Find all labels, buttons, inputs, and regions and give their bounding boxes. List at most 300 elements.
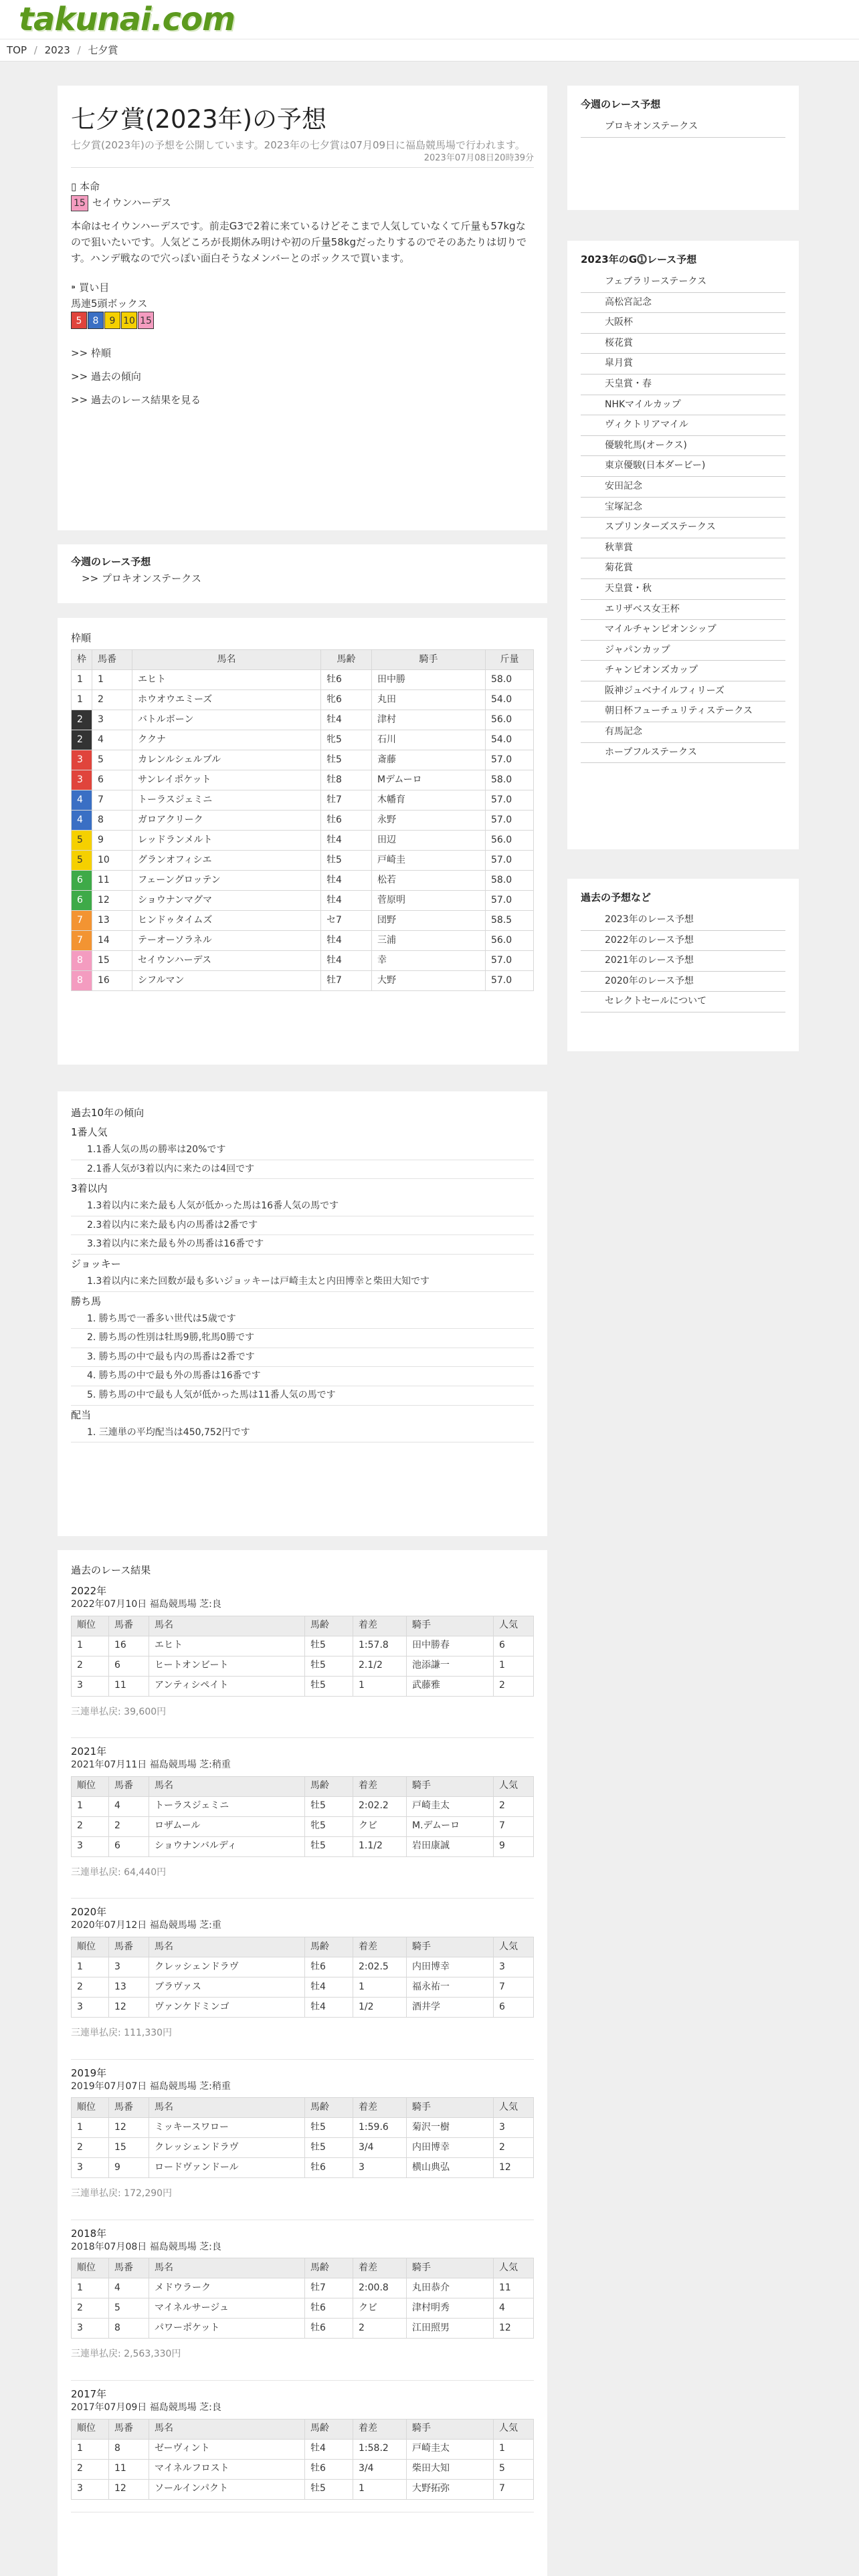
result-meta: 2017年07月09日 福島競馬場 芝:良 [71,2401,221,2413]
entry-cell: 牡8 [321,770,372,790]
sidebar-g1-link[interactable]: 東京優駿(日本ダービー) [581,456,785,477]
trend-item: 1.3着以内に来た回数が最も多いジョッキーは戸崎圭太と内田博幸と柴田大知です [71,1273,534,1292]
entry-cell: 5 [92,750,132,770]
entry-cell: 牡4 [321,891,372,911]
col-header: 馬齢 [321,650,372,670]
buy-number: 5 [71,312,87,329]
result-cell: マイネルフロスト [149,2459,305,2479]
result-cell: 牡5 [305,2138,353,2158]
col-header: 着差 [353,1937,407,1957]
sidebar-g1-link[interactable]: 皐月賞 [581,354,785,374]
sidebar-g1-link[interactable]: 桜花賞 [581,334,785,354]
entries-card [58,618,547,1065]
result-table [71,1937,534,2018]
entry-cell: フェーングロッテン [132,871,321,891]
result-header-row [72,1616,534,1636]
result-cell: 1:57.8 [353,1636,407,1656]
trends-title: 過去10年の傾向 [71,1107,145,1119]
col-header: 馬名 [149,1776,305,1796]
sidebar-g1-link[interactable]: スプリンターズステークス [581,518,785,538]
result-cell: 丸田恭介 [407,2278,494,2298]
sidebar-g1-link[interactable]: ヴィクトリアマイル [581,415,785,436]
entry-cell: 7 [72,931,92,951]
entry-cell: 54.0 [486,690,534,710]
trend-item: 1. 勝ち馬で一番多い世代は5歳です [71,1310,534,1329]
sidebar-g1-link[interactable]: 天皇賞・春 [581,374,785,395]
result-row [72,1836,534,1856]
result-cell: 1 [353,2479,407,2499]
col-header: 人気 [494,2419,534,2439]
result-row [72,1816,534,1836]
result-cell: 3 [494,1957,534,1977]
result-cell: 16 [109,1636,149,1656]
col-header: 人気 [494,1776,534,1796]
col-header: 順位 [72,2098,109,2118]
entry-cell: 9 [92,831,132,851]
result-cell: エヒト [149,1636,305,1656]
result-cell: クレッシェンドラヴ [149,2138,305,2158]
result-cell: 11 [494,2278,534,2298]
col-header: 騎手 [407,1937,494,1957]
entry-cell: 牡6 [321,811,372,831]
entry-cell: テーオーソラネル [132,931,321,951]
result-cell: 12 [494,2158,534,2178]
sidebar-g1-link[interactable]: 朝日杯フューチュリティステークス [581,702,785,722]
entry-cell: 7 [92,790,132,811]
sidebar-g1-link[interactable]: 優駿牝馬(オークス) [581,436,785,457]
entry-cell: 8 [92,811,132,831]
result-cell: ソールインパクト [149,2479,305,2499]
result-cell: 牡6 [305,2158,353,2178]
trend-item: 1.3着以内に来た最も人気が低かった馬は16番人気の馬です [71,1197,534,1216]
result-cell: 7 [494,1816,534,1836]
result-cell: 戸崎圭太 [407,1796,494,1816]
result-cell: 2 [72,2138,109,2158]
trend-item: 2.3着以内に来た最も内の馬番は2番です [71,1216,534,1236]
result-cell: 酒井学 [407,1997,494,2017]
col-header: 着差 [353,2258,407,2278]
sidebar-g1-link[interactable]: ジャパンカップ [581,641,785,661]
entry-row [72,730,534,750]
col-header: 順位 [72,1937,109,1957]
result-cell: 4 [109,2278,149,2298]
result-cell: ショウナンバルディ [149,1836,305,1856]
sidebar-g1-link[interactable]: チャンピオンズカップ [581,661,785,681]
trend-item: 1. 三連単の平均配当は450,752円です [71,1424,534,1443]
entry-cell: 永野 [372,811,486,831]
col-header: 騎手 [407,2098,494,2118]
entry-cell: 松若 [372,871,486,891]
sidebar-past-link[interactable]: セレクトセールについて [581,992,785,1012]
entry-cell: 木幡育 [372,790,486,811]
article-card [58,86,547,530]
sidebar-g1-link[interactable]: 宝塚記念 [581,498,785,518]
result-table [71,1616,534,1697]
entry-row [72,710,534,730]
result-cell: 江田照男 [407,2319,494,2339]
result-cell: 1 [72,2439,109,2459]
result-year: 2020年 [71,1906,107,1919]
result-cell: 5 [494,2459,534,2479]
col-header: 馬名 [149,2419,305,2439]
site-logo[interactable]: takunai.com [19,1,235,38]
result-cell: 1 [494,1656,534,1676]
sidebar-g1-link[interactable]: 阪神ジュベナイルフィリーズ [581,681,785,702]
entry-cell: 7 [72,911,92,931]
sidebar-weekly-link[interactable]: プロキオンステークス [581,117,785,138]
result-cell: 3 [72,1676,109,1696]
result-block [71,1905,534,2059]
col-header: 馬齢 [305,1776,353,1796]
entry-cell: 牡5 [321,750,372,770]
result-payout: 三連単払戻: 2,563,330円 [71,2349,181,2360]
col-header: 馬齢 [305,1616,353,1636]
result-cell: クビ [353,1816,407,1836]
entry-cell: 57.0 [486,891,534,911]
page-title: 七夕賞(2023年)の予想 [71,105,327,134]
entry-cell: 16 [92,971,132,991]
result-cell: 1 [494,2439,534,2459]
result-cell: 2 [494,1796,534,1816]
entry-cell: レッドランメルト [132,831,321,851]
result-cell: 7 [494,1977,534,1997]
entry-cell: 5 [72,831,92,851]
result-header-row [72,1937,534,1957]
result-year: 2022年 [71,1585,107,1597]
col-header: 着差 [353,2098,407,2118]
entry-row [72,690,534,710]
entry-cell: 6 [72,871,92,891]
weekly-link[interactable]: >> プロキオンステークス [82,572,202,584]
buy-number: 8 [88,312,104,329]
buy-number: 10 [121,312,137,329]
entry-cell: Mデムーロ [372,770,486,790]
result-cell: ヴァンケドミンゴ [149,1997,305,2017]
result-cell: 牡7 [305,2278,353,2298]
entry-cell: 石川 [372,730,486,750]
result-row [72,1656,534,1676]
entry-row [72,750,534,770]
col-header: 着差 [353,2419,407,2439]
trend-item: 2.1番人気が3着以内に来たのは4回です [71,1160,534,1180]
entry-cell: トーラスジェミニ [132,790,321,811]
sidebar-g1-link[interactable]: 大阪杯 [581,313,785,334]
result-cell: 8 [109,2439,149,2459]
sidebar-g1-link[interactable]: NHKマイルカップ [581,395,785,416]
sidebar-past-link[interactable]: 2022年のレース予想 [581,931,785,952]
link-entries[interactable]: >> 枠順 [71,347,111,360]
col-header: 着差 [353,1776,407,1796]
trend-item: 5. 勝ち馬の中で最も人気が低かった馬は11番人気の馬です [71,1386,534,1406]
result-meta: 2018年07月08日 福島競馬場 芝:良 [71,2241,221,2252]
entry-cell: 5 [72,851,92,871]
result-cell: クビ [353,2298,407,2319]
result-meta: 2019年07月07日 福島競馬場 芝:稍重 [71,2080,231,2092]
honmei-name: セイウンハーデス [92,197,171,209]
result-cell: 6 [109,1836,149,1856]
entry-cell: 11 [92,871,132,891]
sidebar-g1-link[interactable]: ホープフルステークス [581,743,785,764]
entry-cell: サンレイポケット [132,770,321,790]
breadcrumb-separator: / [77,44,81,56]
result-cell: 2 [494,1676,534,1696]
sidebar-g1-link[interactable]: マイルチャンピオンシップ [581,620,785,641]
entry-cell: 8 [72,951,92,971]
col-header: 馬齢 [305,2098,353,2118]
col-header: 人気 [494,2098,534,2118]
entry-cell: ヒンドゥタイムズ [132,911,321,931]
col-header: 馬齢 [305,2258,353,2278]
entry-cell: カレンルシェルブル [132,750,321,770]
result-cell: 12 [109,2479,149,2499]
sidebar-past [567,879,799,1051]
result-cell: 福永祐一 [407,1977,494,1997]
trend-item: 3.3着以内に来た最も外の馬番は16番です [71,1235,534,1255]
entry-cell: ガロアクリーク [132,811,321,831]
result-cell: 3 [109,1957,149,1977]
entry-cell: 2 [72,710,92,730]
entry-cell: 57.0 [486,971,534,991]
weekly-card [58,544,547,603]
col-header: 馬番 [92,650,132,670]
sidebar-g1-link[interactable]: エリザベス女王杯 [581,600,785,621]
result-table [71,2097,534,2178]
result-cell: 2:02.2 [353,1796,407,1816]
result-cell: 9 [494,1836,534,1856]
breadcrumb-top[interactable]: TOP [7,44,27,56]
trend-group-title: 配当 [71,1408,92,1421]
col-header: 順位 [72,2419,109,2439]
entries-table [71,649,534,991]
sidebar-past-link[interactable]: 2023年のレース予想 [581,910,785,931]
entry-cell: 牡4 [321,871,372,891]
result-cell: 岩田康誠 [407,1836,494,1856]
entry-cell: 58.0 [486,770,534,790]
sidebar-g1-link[interactable]: 天皇賞・秋 [581,579,785,600]
col-header: 馬番 [109,1937,149,1957]
result-cell: 3 [72,1997,109,2017]
result-cell: 1 [72,2118,109,2138]
result-cell: 柴田大知 [407,2459,494,2479]
col-header: 人気 [494,1616,534,1636]
result-cell: 2.1/2 [353,1656,407,1676]
buy-type: 馬連5頭ボックス [71,298,148,310]
result-year: 2021年 [71,1745,107,1758]
sidebar-g1-link[interactable]: 菊花賞 [581,558,785,579]
honmei-number: 15 [71,195,88,211]
col-header: 馬齢 [305,2419,353,2439]
entry-cell: 4 [92,730,132,750]
entry-cell: グランオフィシエ [132,851,321,871]
result-cell: 3 [353,2158,407,2178]
entry-cell: 6 [92,770,132,790]
breadcrumb-separator: / [33,44,37,56]
breadcrumb-2023[interactable]: 2023 [44,44,70,56]
entry-row [72,951,534,971]
result-cell: 1 [72,1796,109,1816]
result-cell: 内田博幸 [407,2138,494,2158]
result-cell: 田中勝春 [407,1636,494,1656]
sidebar-g1-link[interactable]: 安田記念 [581,477,785,498]
result-cell: ロザムール [149,1816,305,1836]
result-cell: 牡5 [305,2479,353,2499]
entry-cell: 菅原明 [372,891,486,911]
entry-row [72,871,534,891]
entry-cell: 三浦 [372,931,486,951]
entry-cell: シフルマン [132,971,321,991]
result-header-row [72,2258,534,2278]
entry-cell: 58.0 [486,670,534,690]
honmei-label: 本命 [80,181,100,193]
entry-cell: 57.0 [486,951,534,971]
result-row [72,1957,534,1977]
article-lead: 七夕賞(2023年)の予想を公開しています。2023年の七夕賞は07月09日に福島競馬場で行われます。 [71,139,525,151]
result-cell: 2 [109,1816,149,1836]
result-cell: 津村明秀 [407,2298,494,2319]
result-year: 2017年 [71,2387,107,2400]
sidebar-g1-link[interactable]: フェブラリーステークス [581,272,785,293]
result-meta: 2021年07月11日 福島競馬場 芝:稍重 [71,1759,231,1771]
result-row [72,2298,534,2319]
col-header: 騎手 [407,1776,494,1796]
entry-cell: 57.0 [486,750,534,770]
result-cell: 6 [494,1997,534,2017]
result-year: 2018年 [71,2227,107,2240]
result-cell: 牡6 [305,1957,353,1977]
result-cell: 12 [494,2319,534,2339]
result-cell: 2 [494,2138,534,2158]
result-cell: 菊沢一樹 [407,2118,494,2138]
sidebar-weekly-title: 今週のレース予想 [581,98,661,110]
entry-cell: 4 [72,811,92,831]
entry-cell: セ7 [321,911,372,931]
buy-number: 15 [138,312,154,329]
entry-cell: 56.0 [486,710,534,730]
result-cell: 1 [72,2278,109,2298]
result-cell: 2:00.8 [353,2278,407,2298]
result-cell: パワーポケット [149,2319,305,2339]
result-year: 2019年 [71,2066,107,2079]
result-cell: 牡4 [305,1977,353,1997]
prediction-comment: 本命はセイウンハーデスです。前走G3で2着に来ているけどそこまで人気していなくて斤量も57kgなので狙いたいです。人気どころが長期休み明けや初の斤量58kgだったりするのでそのあたりは切りです。ハンデ戦なので穴っぽい面白そうなメンバーとのボックスで買います。 [71,220,527,265]
entry-row [72,971,534,991]
result-payout: 三連単払戻: 39,600円 [71,1706,167,1717]
result-cell: 1:59.6 [353,2118,407,2138]
result-cell: 2 [72,2298,109,2319]
result-cell: 牡5 [305,1636,353,1656]
sidebar-past-link[interactable]: 2020年のレース予想 [581,972,785,992]
result-cell: 2 [353,2319,407,2339]
link-results[interactable]: >> 過去のレース結果を見る [71,394,201,407]
buy-numbers [71,312,534,329]
entry-cell: ショウナンマグマ [132,891,321,911]
sidebar-past-link[interactable]: 2021年のレース予想 [581,951,785,972]
entry-cell: 10 [92,851,132,871]
ticket-icon: ⁍ [71,282,76,294]
entry-cell: 3 [92,710,132,730]
entry-row [72,891,534,911]
entry-cell: 牡7 [321,971,372,991]
result-cell: 牡5 [305,1836,353,1856]
result-row [72,1997,534,2017]
result-header-row [72,2098,534,2118]
entry-cell: 田辺 [372,831,486,851]
col-header: 騎手 [407,2258,494,2278]
entry-cell: 牡4 [321,831,372,851]
entry-cell: 1 [92,670,132,690]
entry-row [72,831,534,851]
entry-cell: 丸田 [372,690,486,710]
result-row [72,2319,534,2339]
entry-cell: 56.0 [486,931,534,951]
entry-row [72,670,534,690]
result-row [72,1676,534,1696]
entry-cell: 13 [92,911,132,931]
result-block [71,2387,534,2512]
result-row [72,2158,534,2178]
sidebar-g1-link[interactable]: 秋華賞 [581,538,785,559]
col-header: 人気 [494,2258,534,2278]
col-header: 馬名 [149,2258,305,2278]
result-cell: 4 [109,1796,149,1816]
result-cell: 11 [109,1676,149,1696]
entries-title: 枠順 [71,632,92,644]
entry-cell: 牝6 [321,690,372,710]
trend-group-title: ジョッキー [71,1257,121,1270]
entry-cell: 1 [72,670,92,690]
col-header: 馬名 [149,2098,305,2118]
result-cell: 15 [109,2138,149,2158]
entry-cell: 牡5 [321,851,372,871]
entry-cell: セイウンハーデス [132,951,321,971]
entry-cell: 牝5 [321,730,372,750]
col-header: 馬番 [109,1616,149,1636]
trends-card [58,1091,547,1536]
result-cell: 6 [109,1656,149,1676]
col-header: 馬名 [132,650,321,670]
entry-cell: 1 [72,690,92,710]
result-table [71,2258,534,2339]
sidebar-g1-link[interactable]: 有馬記念 [581,722,785,743]
result-cell: 3 [72,2479,109,2499]
result-cell: 1.1/2 [353,1836,407,1856]
result-block [71,1584,534,1738]
breadcrumb-current: 七夕賞 [88,44,118,56]
result-cell: 3/4 [353,2459,407,2479]
result-cell: 横山典弘 [407,2158,494,2178]
entry-cell: エヒト [132,670,321,690]
entry-cell: 3 [72,750,92,770]
result-row [72,1636,534,1656]
result-cell: マイネルサージュ [149,2298,305,2319]
buy-number: 9 [104,312,120,329]
result-row [72,2439,534,2459]
result-cell: ミッキースワロー [149,2118,305,2138]
link-trends[interactable]: >> 過去の傾向 [71,370,141,383]
result-block [71,2227,534,2381]
entry-cell: バトルボーン [132,710,321,730]
sidebar-g1-link[interactable]: 高松宮記念 [581,293,785,314]
entry-cell: 58.5 [486,911,534,931]
result-cell: トーラスジェミニ [149,1796,305,1816]
result-cell: 5 [109,2298,149,2319]
col-header: 馬番 [109,2258,149,2278]
result-cell: 牡5 [305,1676,353,1696]
entry-cell: 57.0 [486,811,534,831]
result-row [72,2479,534,2499]
entry-cell: 牡4 [321,710,372,730]
result-cell: 8 [109,2319,149,2339]
